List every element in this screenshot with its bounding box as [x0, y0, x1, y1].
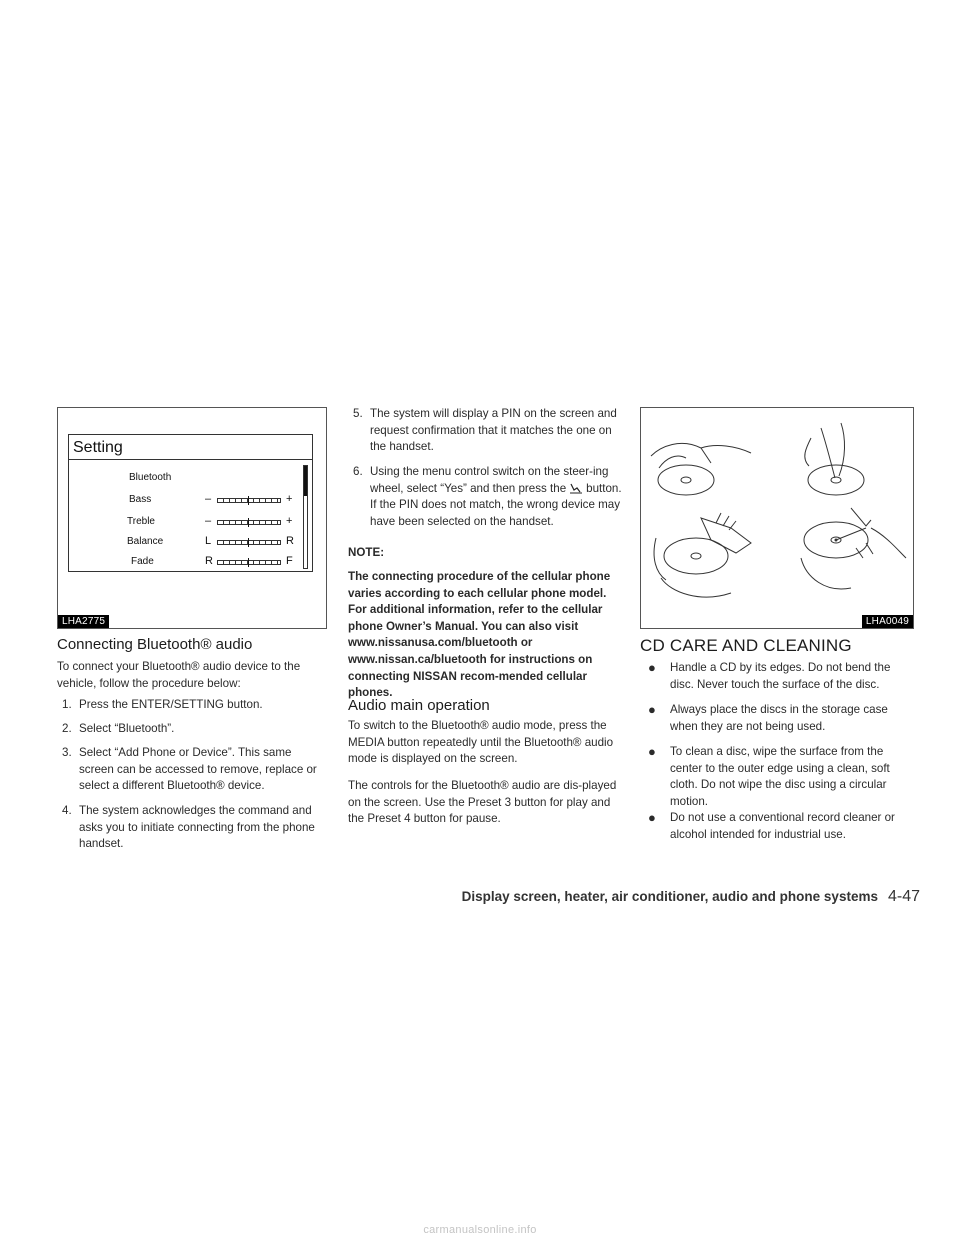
step-text: Select “Bluetooth”.: [79, 722, 175, 735]
step-text: [353, 464, 628, 530]
bullet-text: Always place the discs in the storage case when they are not being used.: [670, 703, 888, 733]
step-number: 2.: [62, 722, 72, 735]
row-treble: [69, 515, 298, 531]
figure-label: LHA2775: [58, 615, 109, 628]
bullet-item: [648, 702, 915, 735]
treble-slider: [217, 520, 281, 525]
heading-connecting: Connecting Bluetooth® audio: [57, 636, 253, 653]
bullet-text: To clean a disc, wipe the surface from the center to the outer edge using a clean, soft cloth. Do not wipe the disc using a circular motion.: [670, 745, 890, 808]
audio-main-p2: The controls for the Bluetooth® audio are dis-played on the screen. Use the Preset 3 button for play and the Preset 4 button for pause.: [348, 779, 617, 826]
connecting-intro: To connect your Bluetooth® audio device to the vehicle, follow the procedure below:: [57, 660, 301, 690]
step-text: Press the ENTER/SETTING button.: [79, 698, 263, 711]
row-balance: [69, 535, 298, 551]
row-label: Bluetooth: [129, 472, 172, 483]
step-text: The system acknowledges the command and asks you to initiate connecting from the phone handset.: [79, 804, 315, 851]
bullet-item: [648, 810, 915, 843]
step-2: [62, 721, 327, 738]
step-text: The system will display a PIN on the screen and request confirmation that it matches the one on the handset.: [370, 407, 617, 454]
balance-right-sign: R: [286, 535, 294, 547]
bullet-item: [648, 660, 915, 693]
figure-label: LHA0049: [862, 615, 913, 628]
heading-cd-care: CD CARE AND CLEANING: [640, 636, 852, 655]
note-text: The connecting procedure of the cellular phone varies according to each cellular phone model. For additional information, refer to the cellular phone Owner’s Manual. You can also visit www.nissanusa.com/bluetooth or www.nissan.ca/bluetooth for instructions on connecting NISSAN recom-mended cellular phones.: [348, 570, 611, 700]
row-label: Balance: [127, 536, 164, 547]
step-6: [353, 464, 628, 530]
step-number: 3.: [62, 746, 72, 759]
fade-rear-sign: R: [205, 555, 213, 567]
row-fade: [69, 555, 298, 571]
fade-front-sign: F: [286, 555, 293, 567]
row-bass: [69, 493, 298, 509]
step-number: 1.: [62, 698, 72, 711]
page-number: 4-47: [887, 888, 920, 905]
cd-handling-illustration: [641, 408, 913, 613]
step-3: [62, 745, 327, 795]
bullet-dot: ●: [648, 810, 656, 825]
watermark[interactable]: carmanualsonline.info: [423, 1224, 537, 1236]
bullet-dot: ●: [648, 660, 656, 675]
bullet-dot: ●: [648, 702, 656, 717]
step-number: 5.: [353, 407, 363, 420]
bullet-dot: ●: [648, 744, 656, 759]
balance-left-sign: L: [205, 535, 212, 547]
step-number: 4.: [62, 804, 72, 817]
row-label: Bass: [129, 494, 152, 505]
audio-main-p1: To switch to the Bluetooth® audio mode, press the MEDIA button repeatedly until the Bluetooth® audio mode is displayed on the screen.: [348, 719, 614, 766]
cd-handling-figure: [640, 407, 914, 629]
step-number: 6.: [353, 465, 363, 478]
treble-min-sign: –: [205, 515, 212, 527]
scrollbar: [303, 465, 308, 569]
bullet-text: Do not use a conventional record cleaner or alcohol intended for industrial use.: [670, 811, 895, 841]
bullet-text: Handle a CD by its edges. Do not bend the disc. Never touch the surface of the disc.: [670, 661, 891, 691]
bullet-item: [648, 744, 915, 810]
treble-max-sign: +: [286, 515, 293, 527]
settings-figure: [57, 407, 327, 629]
row-bluetooth: [69, 471, 298, 487]
page-footer: [400, 888, 920, 906]
bass-slider: [217, 498, 281, 503]
phone-send-icon: [568, 482, 584, 494]
step-text: Select “Add Phone or Device”. This same screen can be accessed to remove, replace or select a different Bluetooth® device.: [79, 746, 317, 793]
row-label: Treble: [127, 516, 155, 527]
title-divider: [69, 459, 312, 460]
step-text-before: Using the menu control switch on the steer-ing wheel, select “Yes” and then press the: [370, 465, 609, 495]
balance-slider: [217, 540, 281, 545]
section-title: Display screen, heater, air conditioner, audio and phone systems: [461, 889, 878, 904]
screen-title: Setting: [73, 439, 123, 456]
settings-screen: [68, 434, 313, 572]
step-text-after: button. If the PIN does not match, the wrong device may have been selected on the handset.: [370, 481, 622, 528]
bass-min-sign: –: [205, 493, 212, 505]
row-label: Fade: [131, 556, 154, 567]
fade-slider: [217, 560, 281, 565]
scrollbar-thumb: [304, 466, 307, 496]
step-5: [353, 406, 628, 456]
step-4: [62, 803, 327, 853]
heading-audio-main: Audio main operation: [348, 697, 490, 714]
bass-max-sign: +: [286, 493, 293, 505]
step-1: [62, 697, 327, 714]
note-title: NOTE:: [348, 546, 385, 559]
